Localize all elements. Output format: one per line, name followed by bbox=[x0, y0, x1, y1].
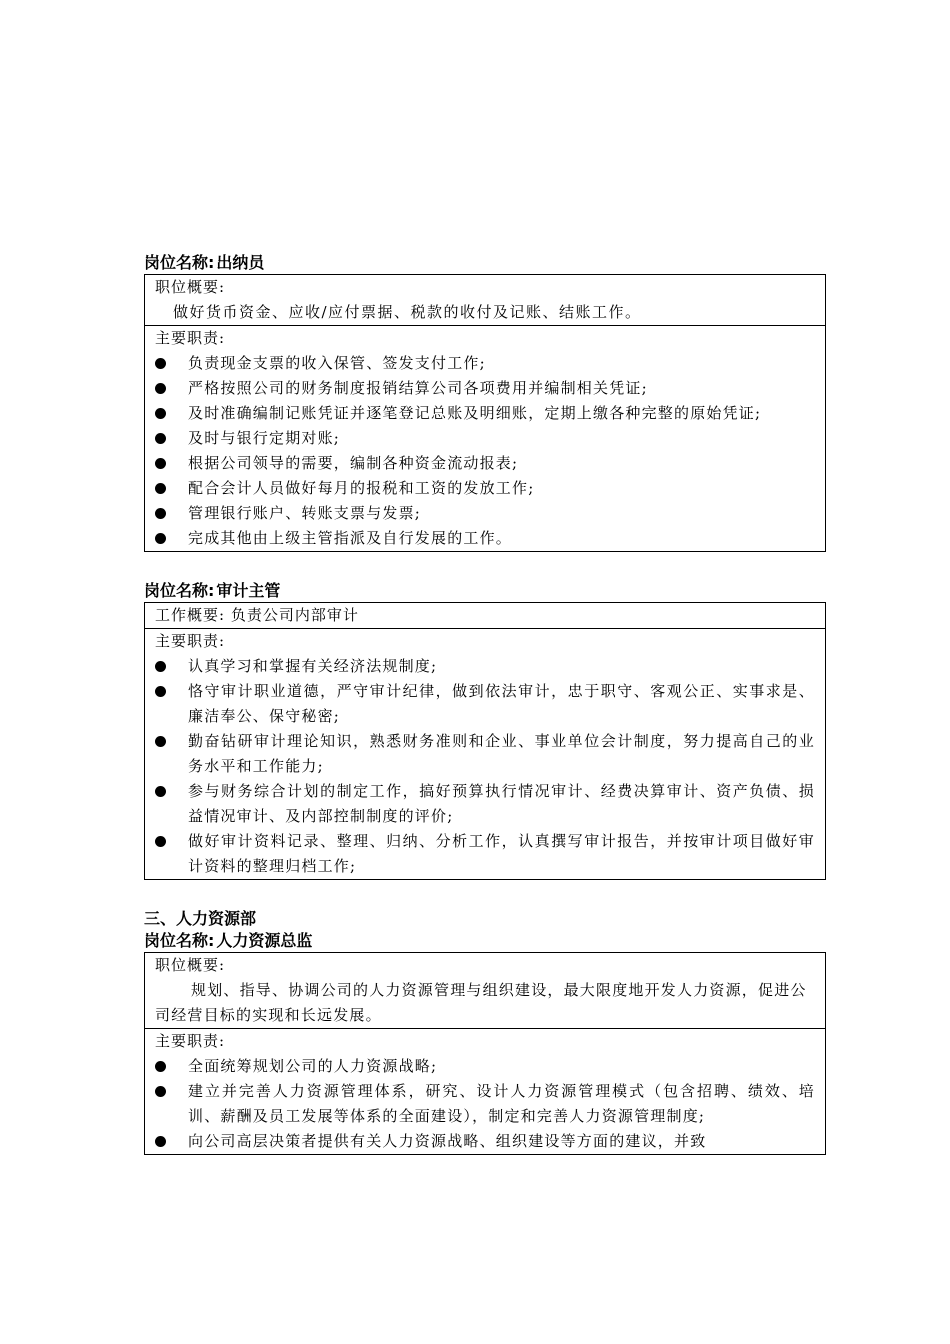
list-item: 勤奋钻研审计理论知识，熟悉财务准则和企业、事业单位会计制度，努力提高自己的业务水平和工作能力; bbox=[155, 729, 815, 779]
bullet-icon bbox=[155, 786, 166, 797]
overview-label: 职位概要: bbox=[155, 278, 226, 296]
bullet-icon bbox=[155, 736, 166, 747]
list-item: 管理银行账户、转账支票与发票; bbox=[155, 501, 815, 526]
job-title-label: 岗位名称: bbox=[144, 253, 215, 272]
job-title-label: 岗位名称: bbox=[144, 931, 215, 950]
bullet-icon bbox=[155, 433, 166, 444]
list-item: 全面统筹规划公司的人力资源战略; bbox=[155, 1054, 815, 1079]
list-item: 负责现金支票的收入保管、签发支付工作; bbox=[155, 351, 815, 376]
section-heading-hr: 三、人力资源部 bbox=[144, 909, 257, 928]
bullet-icon bbox=[155, 1086, 166, 1097]
list-item: 根据公司领导的需要，编制各种资金流动报表; bbox=[155, 451, 815, 476]
job-title-cashier bbox=[144, 252, 826, 274]
duties-cell bbox=[145, 1028, 825, 1154]
list-item: 及时与银行定期对账; bbox=[155, 426, 815, 451]
bullet-icon bbox=[155, 383, 166, 394]
duties-list bbox=[155, 654, 815, 879]
bullet-icon bbox=[155, 1061, 166, 1072]
list-item: 完成其他由上级主管指派及自行发展的工作。 bbox=[155, 526, 815, 551]
job-title-hr-director bbox=[144, 930, 826, 952]
overview-inline: 工作概要: 负责公司内部审计 bbox=[155, 606, 359, 624]
job-title-value: 出纳员 bbox=[216, 253, 265, 272]
duties-cell bbox=[145, 325, 825, 551]
document-page bbox=[144, 252, 826, 1155]
job-table-hr-director bbox=[144, 952, 826, 1155]
job-title-value: 审计主管 bbox=[216, 581, 281, 600]
overview-label: 职位概要: bbox=[155, 956, 226, 974]
duties-list bbox=[155, 1054, 815, 1154]
bullet-icon bbox=[155, 408, 166, 419]
bullet-icon bbox=[155, 686, 166, 697]
overview-cell bbox=[145, 953, 825, 1028]
bullet-icon bbox=[155, 508, 166, 519]
list-item: 向公司高层决策者提供有关人力资源战略、组织建设等方面的建议，并致 bbox=[155, 1129, 815, 1154]
list-item: 严格按照公司的财务制度报销结算公司各项费用并编制相关凭证; bbox=[155, 376, 815, 401]
overview-text: 规划、指导、协调公司的人力资源管理与组织建设，最大限度地开发人力资源，促进公司经营目标的实现和长远发展。 bbox=[155, 981, 807, 1024]
bullet-icon bbox=[155, 458, 166, 469]
list-item: 认真学习和掌握有关经济法规制度; bbox=[155, 654, 815, 679]
duties-label: 主要职责: bbox=[155, 632, 226, 650]
bullet-icon bbox=[155, 836, 166, 847]
job-table-audit-supervisor bbox=[144, 602, 826, 880]
job-table-cashier bbox=[144, 274, 826, 552]
list-item: 做好审计资料记录、整理、归纳、分析工作，认真撰写审计报告，并按审计项目做好审计资料的整理归档工作; bbox=[155, 829, 815, 879]
bullet-icon bbox=[155, 661, 166, 672]
duties-cell bbox=[145, 628, 825, 879]
bullet-icon bbox=[155, 358, 166, 369]
list-item: 及时准确编制记账凭证并逐笔登记总账及明细账，定期上缴各种完整的原始凭证; bbox=[155, 401, 815, 426]
list-item: 恪守审计职业道德，严守审计纪律，做到依法审计，忠于职守、客观公正、实事求是、廉洁奉公、保守秘密; bbox=[155, 679, 815, 729]
duties-label: 主要职责: bbox=[155, 1032, 226, 1050]
duties-list bbox=[155, 351, 815, 551]
duties-label: 主要职责: bbox=[155, 329, 226, 347]
job-title-value: 人力资源总监 bbox=[216, 931, 313, 950]
list-item: 配合会计人员做好每月的报税和工资的发放工作; bbox=[155, 476, 815, 501]
job-title-audit-supervisor bbox=[144, 580, 826, 602]
list-item: 建立并完善人力资源管理体系，研究、设计人力资源管理模式（包含招聘、绩效、培训、薪酬及员工发展等体系的全面建设），制定和完善人力资源管理制度; bbox=[155, 1079, 815, 1129]
list-item: 参与财务综合计划的制定工作，搞好预算执行情况审计、经费决算审计、资产负债、损益情况审计、及内部控制制度的评价; bbox=[155, 779, 815, 829]
overview-cell bbox=[145, 275, 825, 325]
job-title-label: 岗位名称: bbox=[144, 581, 215, 600]
overview-text: 做好货币资金、应收/应付票据、税款的收付及记账、结账工作。 bbox=[173, 303, 642, 321]
bullet-icon bbox=[155, 533, 166, 544]
bullet-icon bbox=[155, 1136, 166, 1147]
bullet-icon bbox=[155, 483, 166, 494]
overview-cell bbox=[145, 603, 825, 628]
